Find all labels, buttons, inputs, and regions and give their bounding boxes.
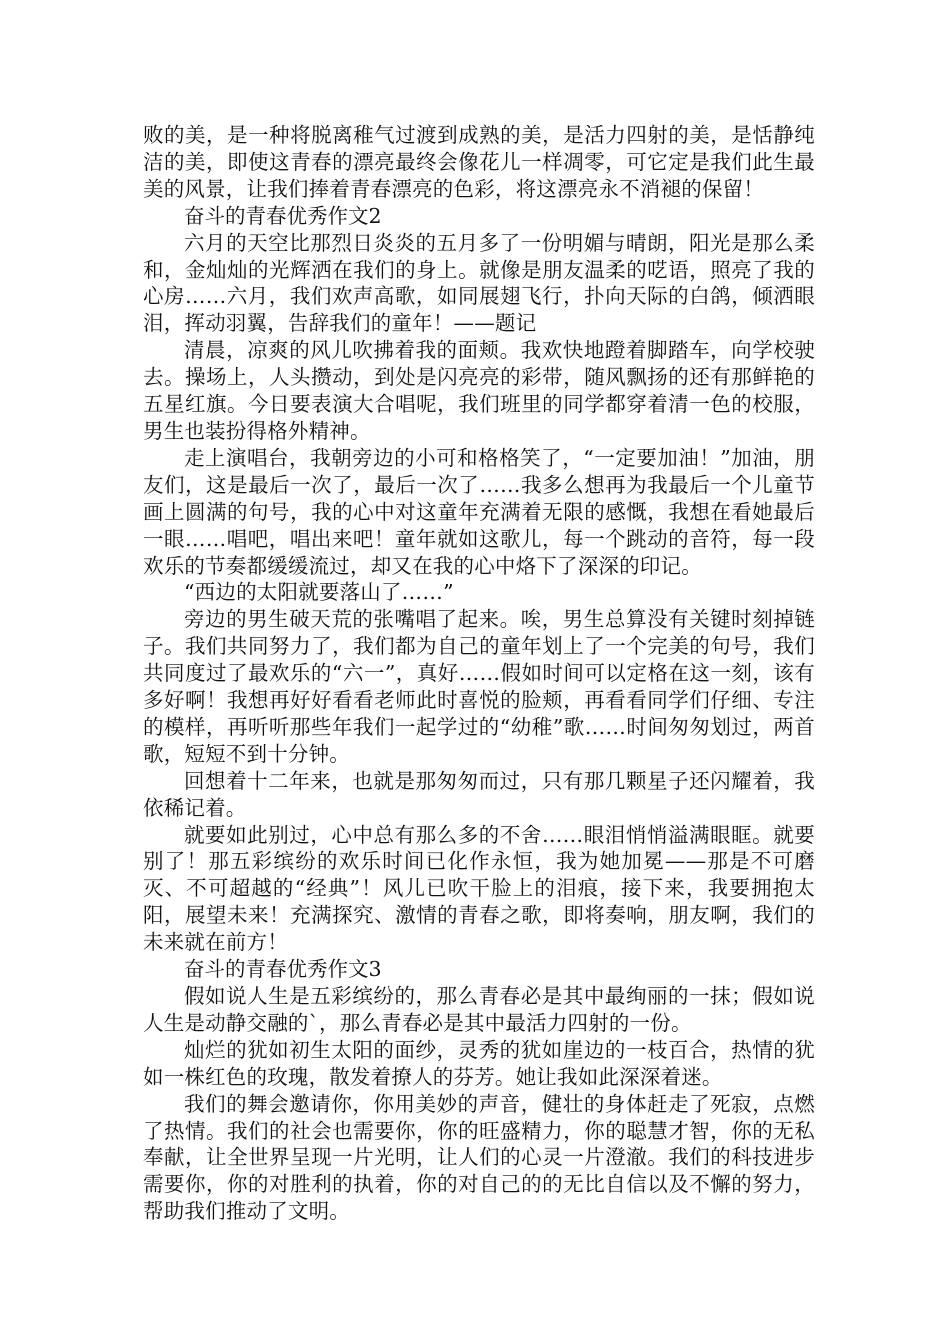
paragraph-9: 假如说人生是五彩缤纷的，那么青春必是其中最绚丽的一抹；假如说人生是动静交融的`，那么青春必是其中最活力四射的一份。 — [143, 984, 815, 1035]
paragraph-11: 我们的舞会邀请你，你用美妙的声音，健壮的身体赶走了死寂，点燃了热情。我们的社会也需要你，你的旺盛精力，你的聪慧才智，你的无私奉献，让全世界呈现一片光明，让人们的心灵一片澄澈。我们的科技进步需要你，你的对胜利的执着，你的对自己的的无比自信以及不懈的努力，帮助我们推动了文明。 — [143, 1091, 815, 1224]
section-heading-2: 奋斗的青春优秀作文2 — [184, 203, 382, 228]
document-body — [143, 122, 815, 1225]
paragraph-4: 走上演唱台，我朝旁边的小可和格格笑了，“一定要加油！”加油，朋友们，这是最后一次了，最后一次了……我多么想再为我最后一个儿童节画上圆满的句号，我的心中对这童年充满着无限的感慨，我想在看她最后一眼……唱吧，唱出来吧！童年就如这歌儿，每一个跳动的音符，每一段欢乐的节奏都缓缓流过，却又在我的心中烙下了深深的印记。 — [143, 445, 815, 578]
section-heading-3: 奋斗的青春优秀作文3 — [184, 957, 382, 982]
paragraph-7: 回想着十二年来，也就是那匆匆而过，只有那几颗星子还闪耀着，我依稀记着。 — [143, 768, 815, 820]
paragraph-10: 灿烂的犹如初生太阳的面纱，灵秀的犹如崖边的一枝百合，热情的犹如一株红色的玫瑰，散发着撩人的芬芳。她让我如此深深着迷。 — [143, 1037, 815, 1089]
paragraph-8: 就要如此别过，心中总有那么多的不舍……眼泪悄悄溢满眼眶。就要别了！那五彩缤纷的欢乐时间已化作永恒，我为她加冕——那是不可磨灭、不可超越的“经典”！风儿已吹干脸上的泪痕，接下来，我要拥抱太阳，展望未来！充满探究、激情的青春之歌，即将奏响，朋友啊，我们的未来就在前方！ — [143, 822, 815, 955]
paragraph-3: 清晨，凉爽的风儿吹拂着我的面颊。我欢快地蹬着脚踏车，向学校驶去。操场上，人头攒动，到处是闪亮亮的彩带，随风飘扬的还有那鲜艳的五星红旗。今日要表演大合唱呢，我们班里的同学都穿着清一色的校服，男生也装扮得格外精神。 — [143, 338, 815, 443]
paragraph-1: 败的美，是一种将脱离稚气过渡到成熟的美，是活力四射的美，是恬静纯洁的美，即使这青春的漂亮最终会像花儿一样凋零，可它定是我们此生最美的风景，让我们捧着青春漂亮的色彩，将这漂亮永不消褪的保留！ — [143, 123, 815, 201]
paragraph-6: 旁边的男生破天荒的张嘴唱了起来。唉，男生总算没有关键时刻掉链子。我们共同努力了，我们都为自己的童年划上了一个完美的句号，我们共同度过了最欢乐的“六一”，真好……假如时间可以定格在这一刻，该有多好啊！我想再好好看看老师此时喜悦的脸颊，再看看同学们仔细、专注的模样，再听听那些年我们一起学过的“幼稚”歌……时间匆匆划过，两首歌，短短不到十分钟。 — [143, 607, 815, 766]
paragraph-2: 六月的天空比那烈日炎炎的五月多了一份明媚与晴朗，阳光是那么柔和，金灿灿的光辉洒在我们的身上。就像是朋友温柔的呓语，照亮了我的心房……六月，我们欢声高歌，如同展翅飞行，扑向天际的白鸽，倾洒眼泪，挥动羽翼，告辞我们的童年！——题记 — [143, 230, 815, 336]
paragraph-5: “西边的太阳就要落山了……” — [184, 580, 454, 605]
